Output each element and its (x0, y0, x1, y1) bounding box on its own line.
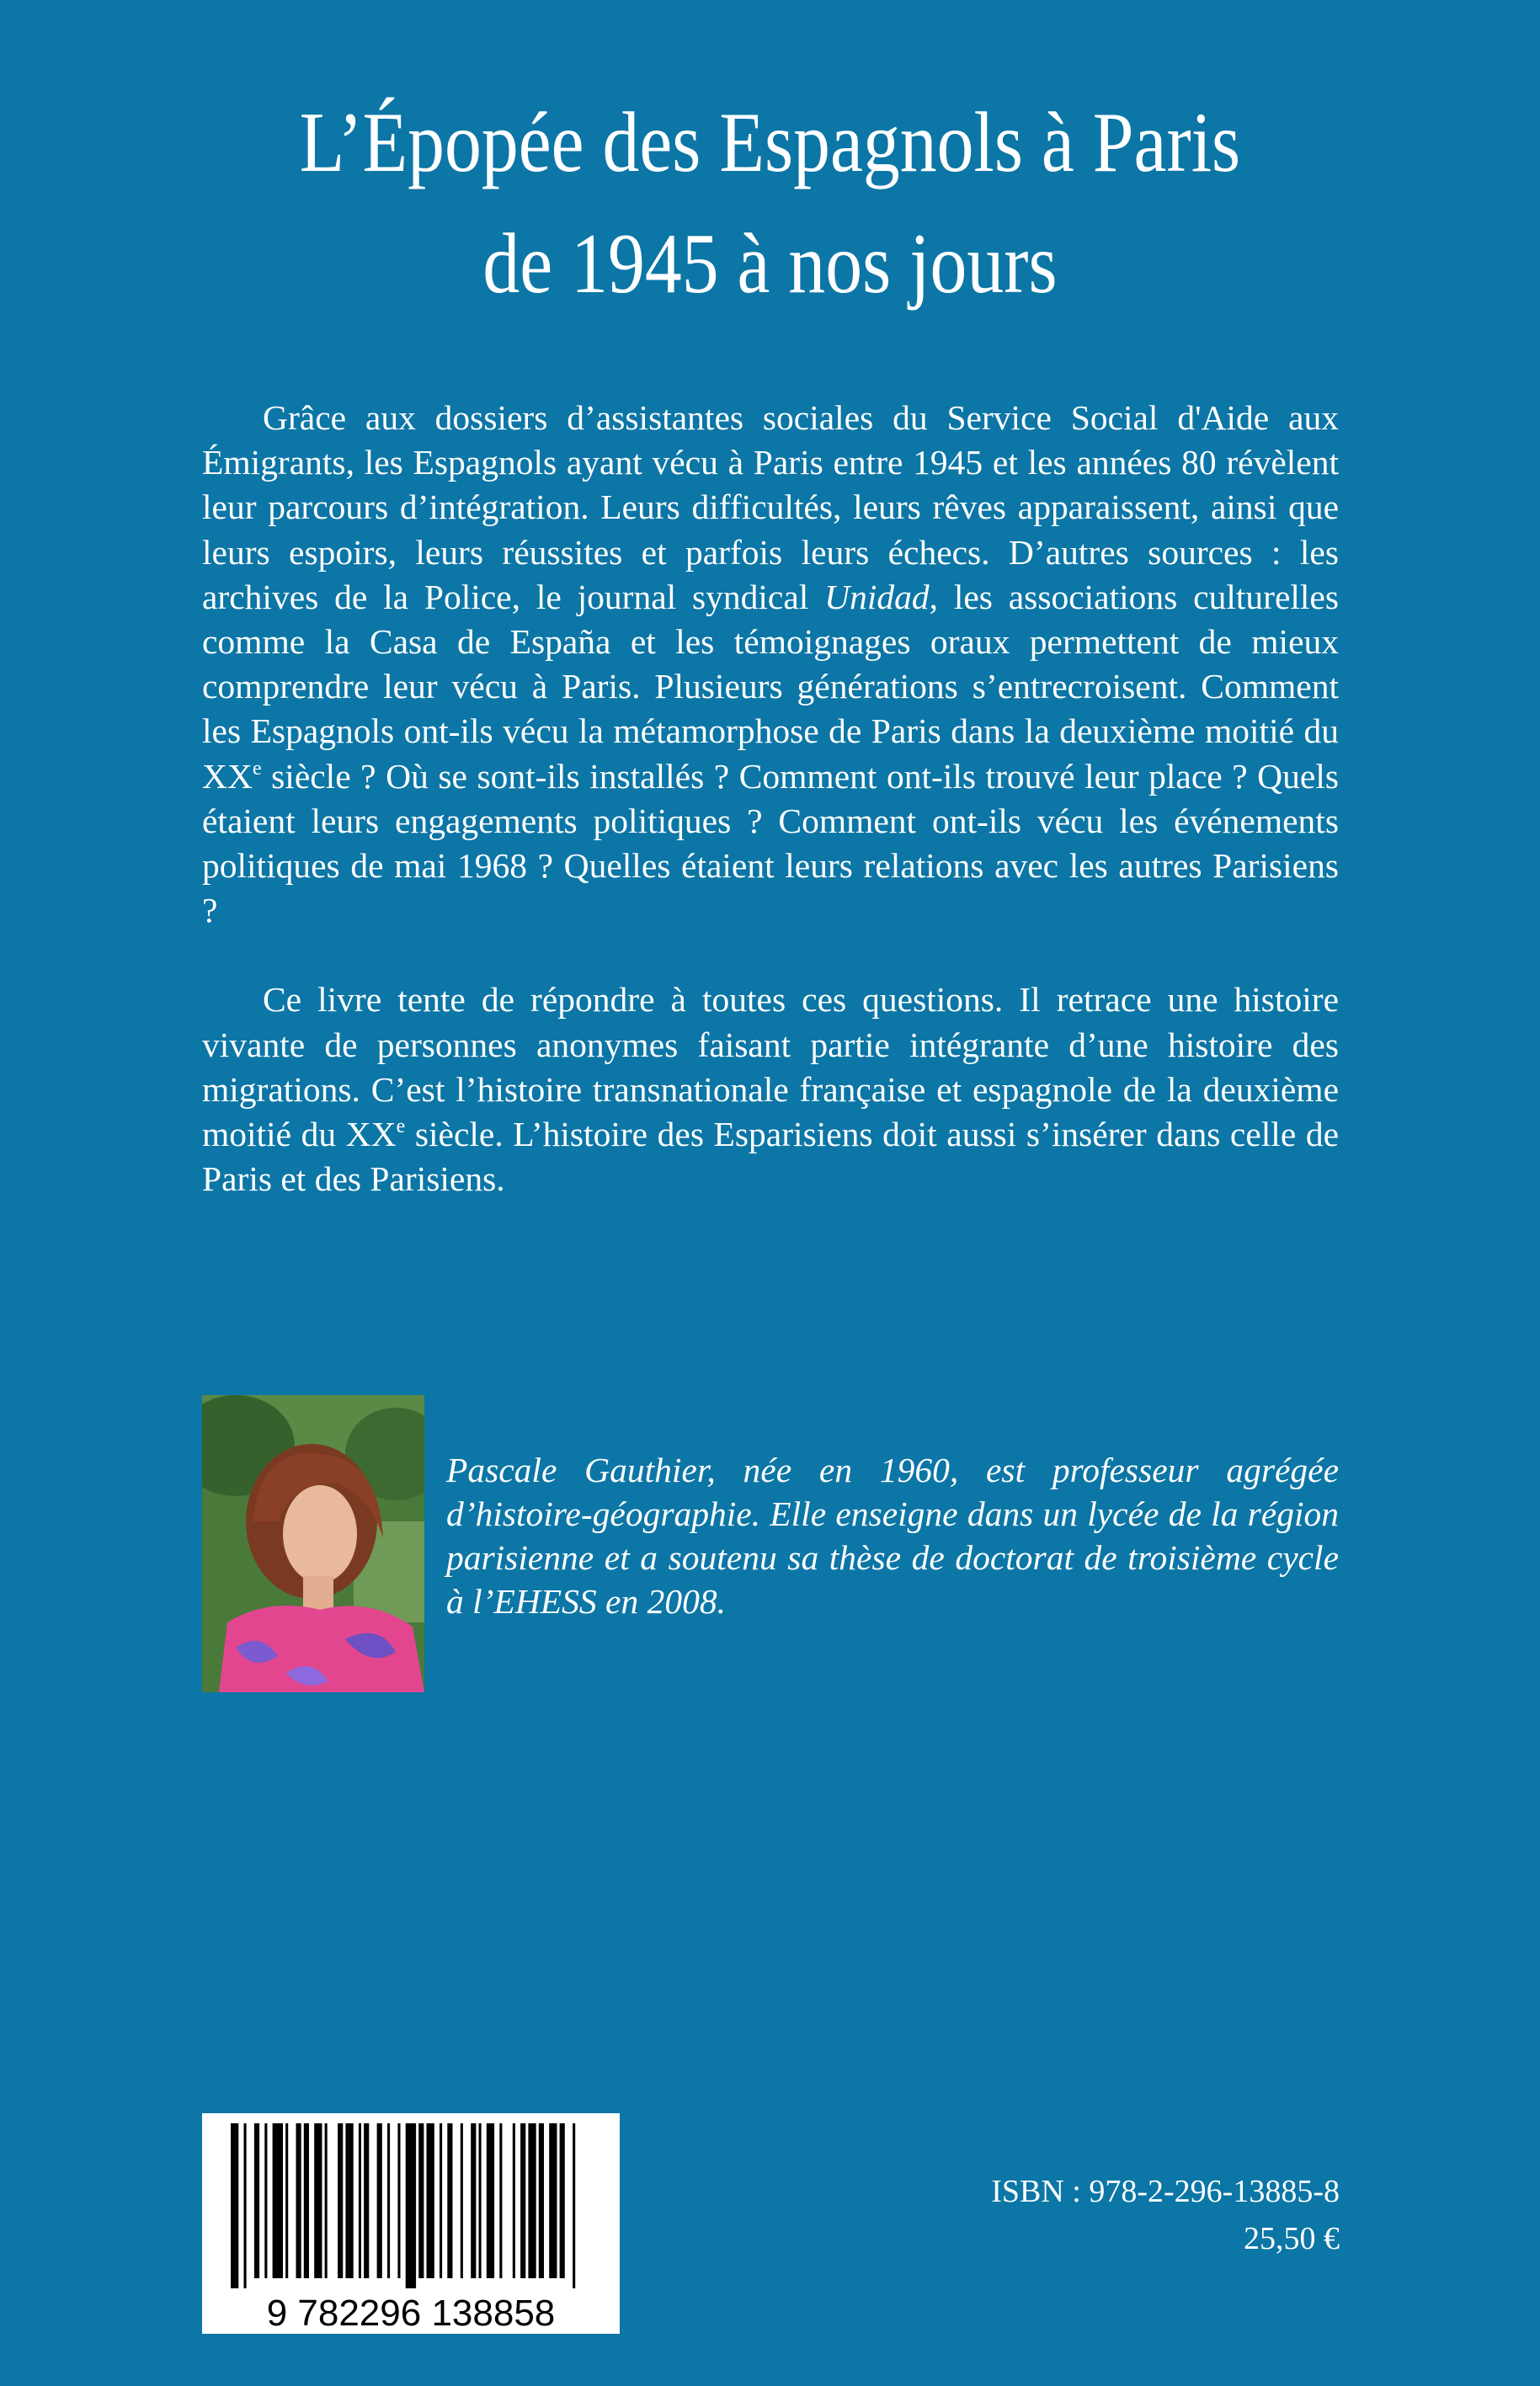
barcode-graphic (202, 2113, 620, 2334)
barcode-bar (447, 2123, 452, 2278)
author-photo (202, 1395, 424, 1692)
barcode-bar (520, 2123, 525, 2278)
barcode-bar (359, 2123, 361, 2278)
barcode-bar (440, 2123, 442, 2278)
book-title (194, 83, 1346, 325)
barcode-bar (325, 2123, 328, 2278)
barcode-bar (244, 2123, 247, 2288)
barcode (202, 2113, 620, 2334)
barcode-bar (304, 2123, 309, 2278)
barcode-number: 9 782296 138858 (266, 2293, 556, 2334)
barcode-bar (560, 2123, 565, 2278)
title-line-2: de 1945 à nos jours (482, 216, 1058, 312)
barcode-bar (377, 2123, 382, 2278)
barcode-bar (539, 2123, 544, 2278)
barcode-bar (528, 2123, 536, 2278)
barcode-bar (264, 2123, 267, 2278)
barcode-bar (397, 2123, 400, 2278)
author-bio: Pascale Gauthier, née en 1960, est professeur agrégée d’histoire-géographie. Elle enseigne dans un lycée de la région parisienne et a soutenu sa thèse de doctorat de troisième cycle à l’EHESS en 2008. (446, 1451, 1339, 1621)
barcode-bar (231, 2123, 238, 2288)
barcode-bar (406, 2123, 416, 2288)
isbn-block (991, 2168, 1340, 2262)
barcode-bar (418, 2123, 424, 2278)
barcode-bar (461, 2123, 463, 2278)
barcode-bar (513, 2123, 515, 2278)
barcode-bar (314, 2123, 322, 2278)
barcode-bar (471, 2123, 476, 2278)
barcode-bar (364, 2123, 369, 2278)
barcode-bar (427, 2123, 434, 2278)
barcode-bar (338, 2123, 343, 2278)
isbn: ISBN : 978-2-296-13885-8 (991, 2174, 1340, 2209)
barcode-bar (254, 2123, 259, 2278)
blurb (202, 396, 1339, 1201)
barcode-bar (273, 2123, 283, 2278)
blurb-paragraph-1: Grâce aux dossiers d’assistantes sociales du Service Social d'Aide aux Émigrants, les Espagnols ayant vécu à Paris entre 1945 et les années 80 révèlent leur parcours d’intégration. Leurs difficultés, leurs rêves apparaissent, ainsi que leurs espoirs, leurs réussites et parfois leurs échecs. D’autres sources : les archives de la Police, le journal syndical Unidad, les associations culturelles comme la Casa de España et les témoignages oraux permettent de mieux comprendre leur vécu à Paris. Plusieurs générations s’entrecroisent. Comment les Espagnols ont-ils vécu la métamorphose de Paris dans la deuxième moitié du XXe siècle ? Où se sont-ils installés ? Comment ont-ils trouvé leur place ? Quels étaient leurs engagements politiques ? Comment ont-ils vécu les événements politiques de mai 1968 ? Quelles étaient leurs relations avec les autres Parisiens ? (202, 398, 1339, 930)
price: 25,50 € (1244, 2221, 1340, 2256)
barcode-bar (345, 2123, 353, 2278)
blurb-paragraph-2: Ce livre tente de répondre à toutes ces questions. Il retrace une histoire vivante de personnes anonymes faisant partie intégrante d’une histoire des migrations. C’est l’histoire transnationale française et espagnole de la deuxième moitié du XXe siècle. L’histoire des Esparisiens doit aussi s’insérer dans celle de Paris et des Parisiens. (202, 980, 1339, 1199)
barcode-bar (387, 2123, 390, 2278)
journal-name: Unidad (824, 577, 930, 616)
barcode-bar (479, 2123, 482, 2278)
barcode-bar (499, 2123, 502, 2278)
barcode-bar (296, 2123, 301, 2278)
barcode-bar (285, 2123, 288, 2278)
barcode-bar (549, 2123, 557, 2278)
title-line-1: L’Épopée des Espagnols à Paris (299, 95, 1241, 190)
barcode-bar (487, 2123, 494, 2278)
barcode-bar (573, 2123, 575, 2288)
